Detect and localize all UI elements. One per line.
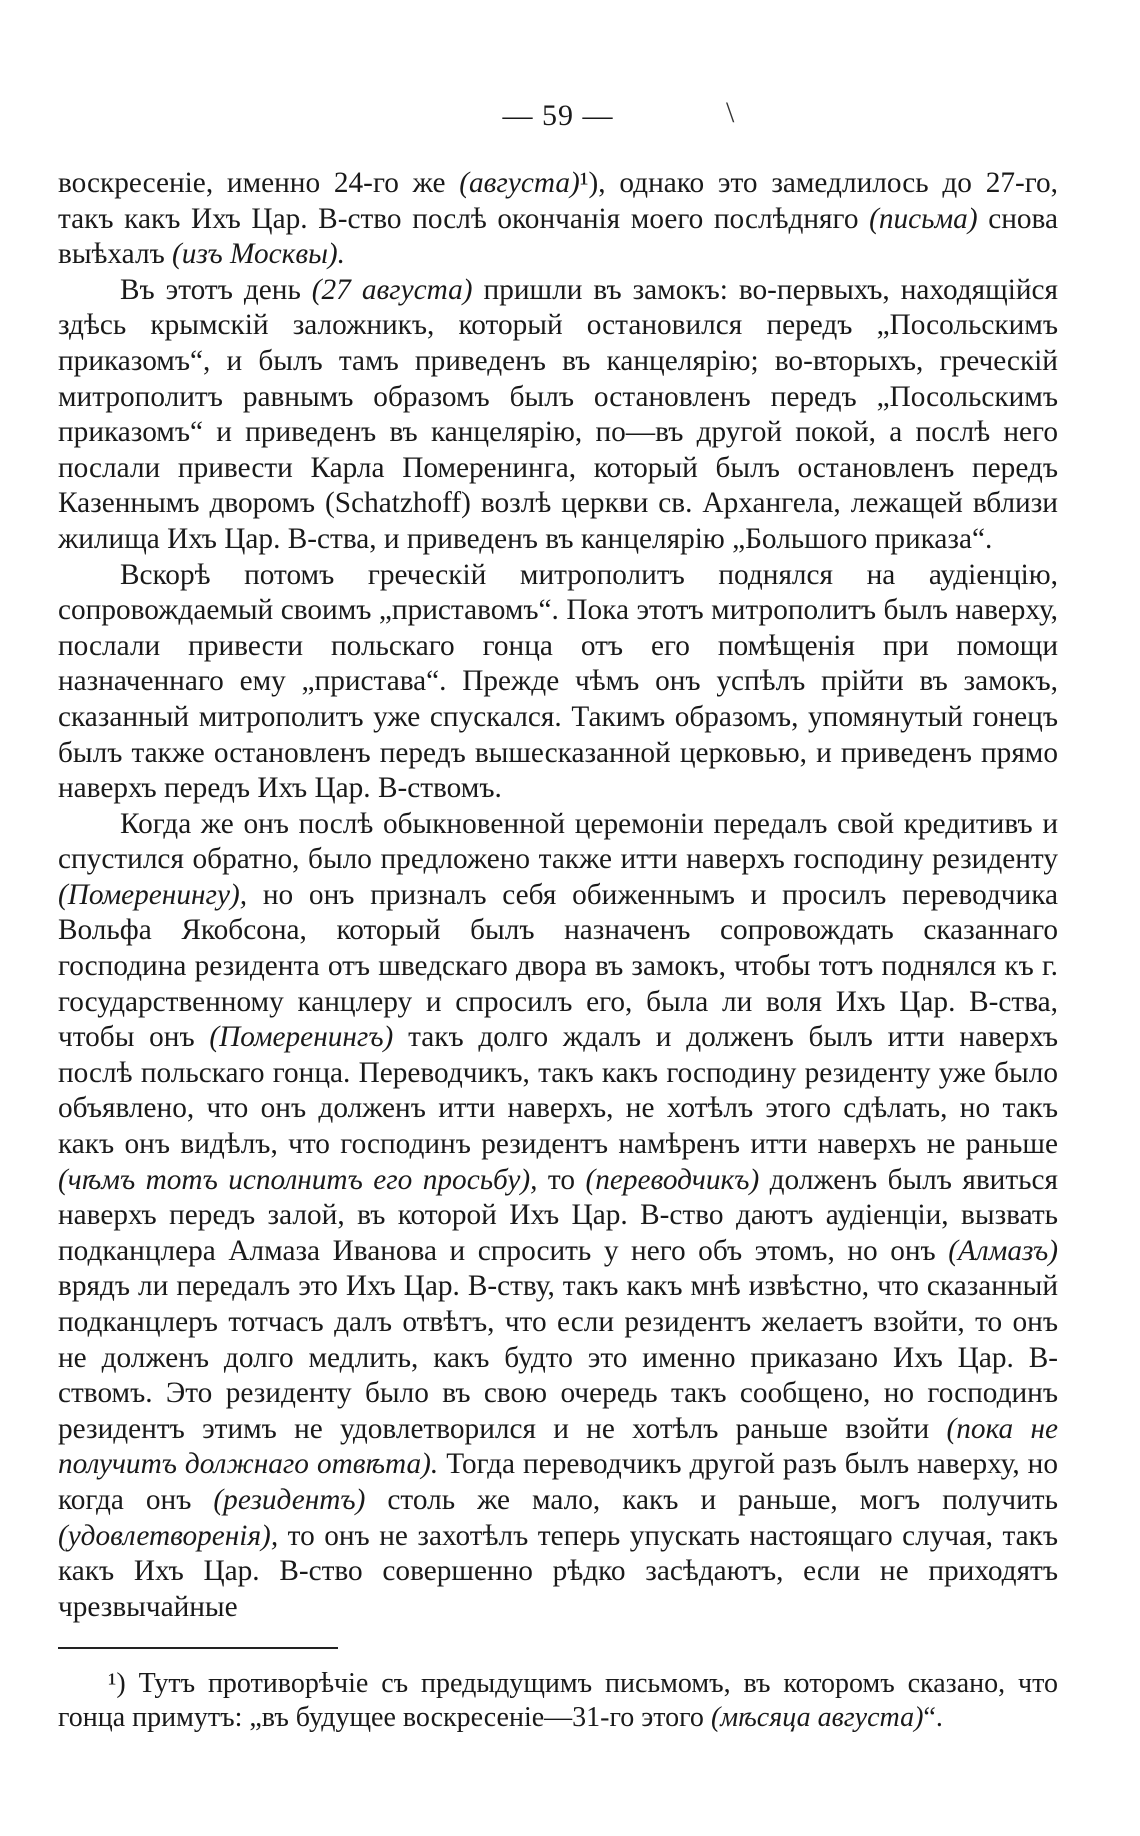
paragraph	[58, 273, 1058, 558]
editorial-note: (удовлетворенія),	[58, 1519, 279, 1552]
footnote	[58, 1667, 1058, 1735]
editorial-note: (резидентъ)	[213, 1483, 366, 1516]
paragraph	[58, 807, 1058, 1626]
text-run: Тогда переводчикъ другой разъ былъ наверху, но когда онъ	[58, 1448, 1059, 1516]
editorial-note: (изъ Москвы).	[172, 238, 346, 271]
editorial-note: (Алмазъ)	[948, 1234, 1058, 1267]
text-run: то	[537, 1163, 586, 1196]
page-mark: \	[726, 96, 735, 129]
text-run: снова выѣхалъ	[58, 202, 1058, 271]
body-text	[58, 166, 1058, 1625]
editorial-note: (Померенингъ)	[209, 1021, 394, 1054]
text-run: столь же мало, какъ и раньше, могъ получить	[365, 1483, 1058, 1516]
editorial-note: (пока не получитъ должнаго отвѣта).	[58, 1412, 1058, 1481]
editorial-note: (Померенингу),	[58, 878, 248, 911]
paragraph	[58, 166, 1058, 273]
text-run: врядъ ли передалъ это Ихъ Цар. В-ству, такъ какъ мнѣ извѣстно, что сказанный подканцлеръ тотчасъ далъ отвѣтъ, что если резидентъ желаетъ взойти, то онъ не долженъ долго медлить, какъ будто это именно приказано Ихъ Цар. В-ствомъ. Это резиденту было въ свою очередь такъ сообщено, но господинъ резидентъ этимъ не удовлетворился и не хотѣлъ раньше взойти	[58, 1270, 1058, 1445]
text-run: Вскорѣ потомъ греческій митрополитъ поднялся на аудіенцію, сопровождаемый своимъ „приставомъ“. Пока этотъ митрополитъ былъ наверху, послали привести польскаго гонца отъ его помѣщенія при помощи назначеннаго ему „пристава“. Прежде чѣмъ онъ успѣлъ прійти въ замокъ, сказанный митрополитъ уже спускался. Такимъ образомъ, упомянутый гонецъ былъ также остановленъ передъ вышесказанной церковью, и приведенъ прямо наверхъ передъ Ихъ Цар. В-ствомъ.	[58, 558, 1058, 805]
text-run: Когда же онъ послѣ обыкновенной церемоніи передалъ свой кредитивъ и спустился обратно, было предложено также итти наверхъ господину резиденту	[58, 807, 1058, 876]
paragraph	[58, 558, 1058, 807]
text-run: “.	[923, 1702, 943, 1734]
text-run: то онъ не захотѣлъ теперь упускать настоящаго случая, такъ какъ Ихъ Цар. В-ство совершенно рѣдко засѣдаютъ, если не приходятъ чрезвычайные	[58, 1519, 1058, 1623]
page	[58, 96, 1058, 1735]
footnote-divider	[58, 1647, 338, 1649]
page-number: — 59 —	[502, 99, 614, 132]
text-run: долженъ былъ явиться наверхъ передъ залой, въ которой Ихъ Цар. В-ство даютъ аудіенціи, вызвать подканцлера Алмаза Иванова и спросить у него объ этомъ, но онъ	[58, 1163, 1059, 1267]
editorial-note: (августа)	[459, 167, 580, 199]
text-run: такъ долго ждалъ и долженъ былъ итти наверхъ послѣ польскаго гонца. Переводчикъ, такъ какъ господину резиденту уже было объявлено, что онъ долженъ итти наверхъ, не хотѣлъ этого сдѣлать, но такъ какъ онъ видѣлъ, что господинъ резидентъ намѣренъ итти наверхъ не раньше	[58, 1021, 1058, 1161]
text-run: Въ этотъ день	[120, 273, 312, 306]
editorial-note: (письма)	[869, 202, 978, 235]
text-run: пришли въ замокъ: во-первыхъ, находящійся здѣсь крымскій заложникъ, который остановился передъ „Посольскимъ приказомъ“, и былъ тамъ приведенъ въ канцелярію; во-вторыхъ, греческій митрополитъ равнымъ образомъ былъ остановленъ передъ „Посольскимъ приказомъ“ и приведенъ въ канцелярію, по—въ другой покой, а послѣ него послали привести Карла Померенинга, который былъ остановленъ передъ Казеннымъ дворомъ (Schatzhoff) возлѣ церкви св. Архангела, лежащей вблизи жилища Ихъ Цар. В-ства, и приведенъ въ канцелярію „Большого приказа“.	[58, 273, 1058, 555]
editorial-note: (мѣсяца августа)	[710, 1702, 924, 1734]
editorial-note: (27 августа)	[311, 273, 473, 306]
footnote-marker: ¹)	[108, 1668, 126, 1700]
text-run: ¹), однако это замедлилось до 27-го, такъ какъ Ихъ Цар. В-ство послѣ окончанія моего послѣдняго	[58, 167, 1059, 235]
text-run: воскресеніе, именно 24-го же	[58, 167, 460, 199]
editorial-note: (чѣмъ тотъ исполнитъ его просьбу),	[58, 1163, 538, 1196]
text-run: Тутъ противорѣчіе съ предыдущимъ письмомъ, въ которомъ сказано, что гонца примутъ: „въ будущее воскресеніе—31-го этого	[58, 1668, 1058, 1734]
editorial-note: (переводчикъ)	[585, 1163, 760, 1196]
text-run: но онъ призналъ себя обиженнымъ и просилъ переводчика Вольфа Якобсона, который былъ назначенъ сопровождать сказаннаго господина резидента отъ шведскаго двора въ замокъ, чтобы тотъ поднялся къ г. государственному канцлеру и спросилъ его, была ли воля Ихъ Цар. В-ства, чтобы онъ	[58, 878, 1058, 1054]
